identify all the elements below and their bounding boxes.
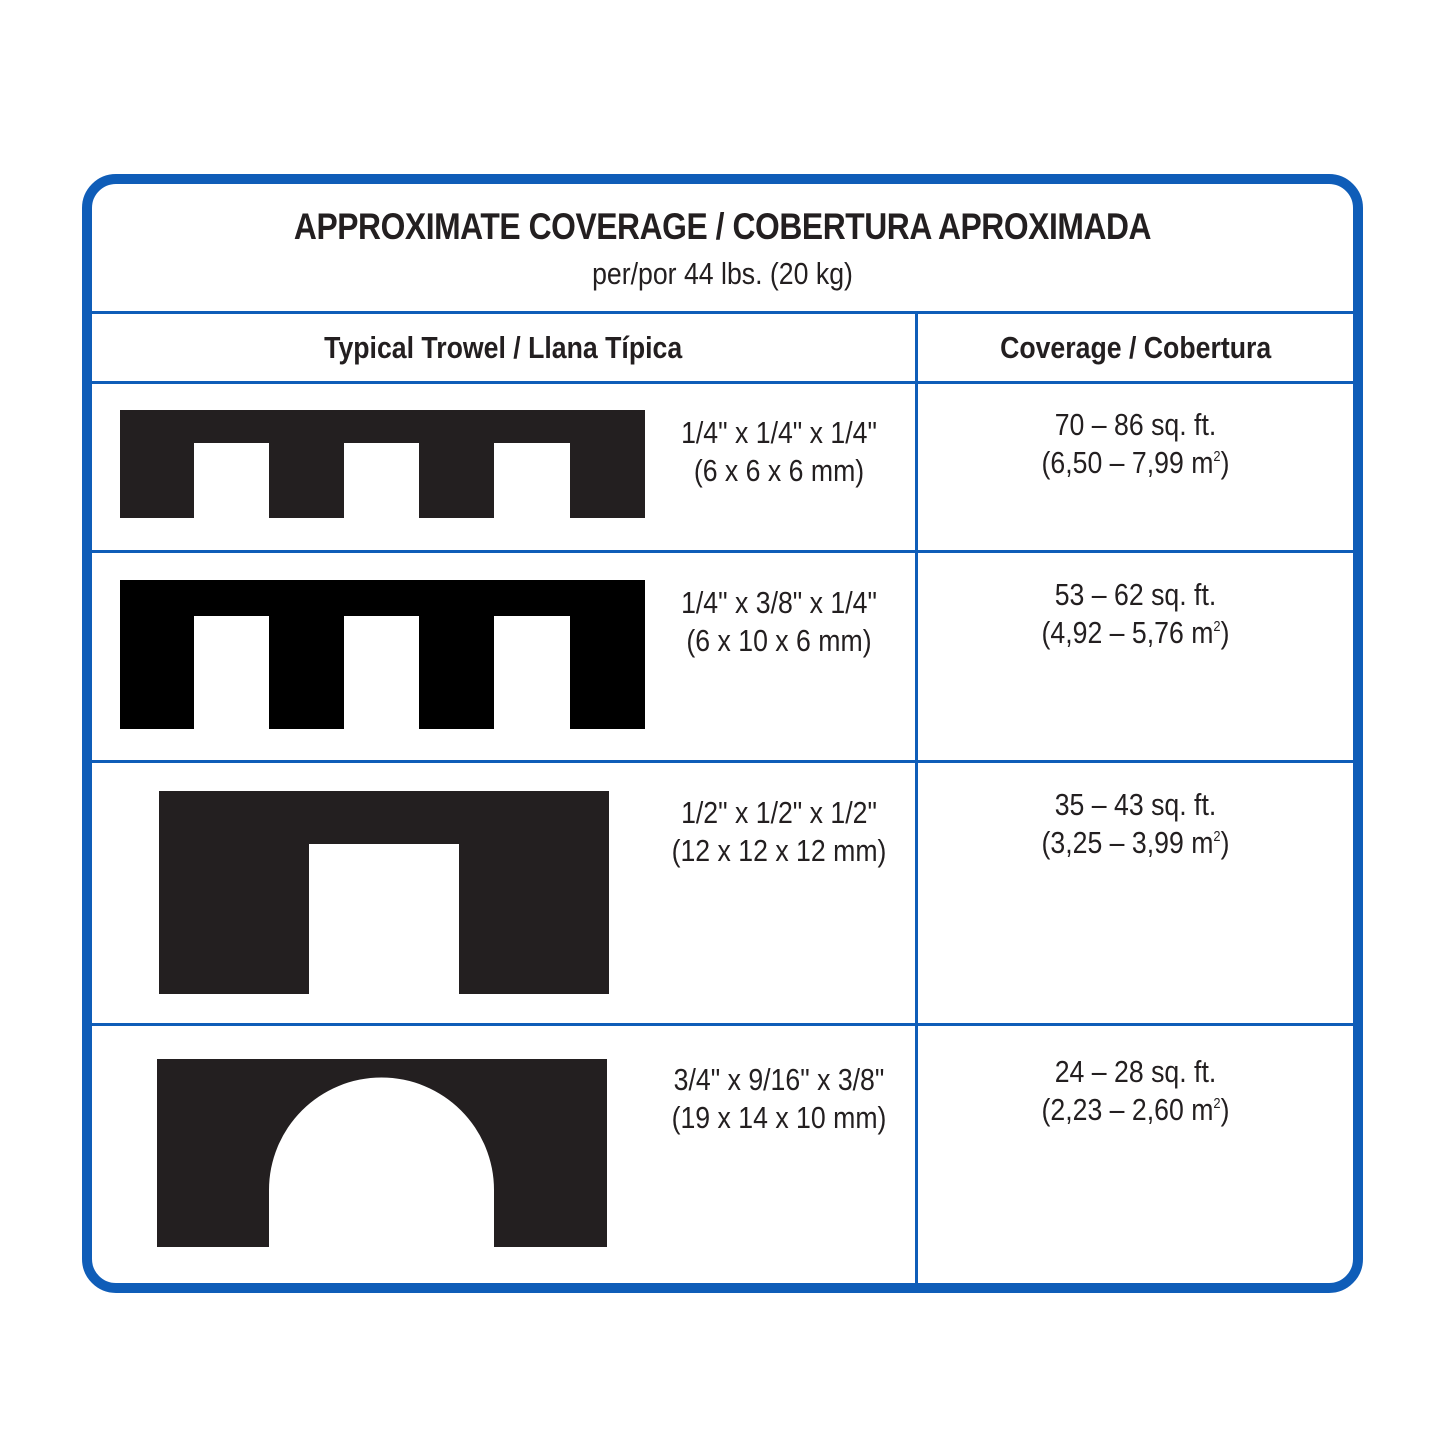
coverage-m2: (6,50 – 7,99 $m^2$) [1041,445,1230,480]
coverage-value [918,1053,1353,1129]
trowel-size-mm: (6 x 6 x 6 mm) [693,453,865,488]
coverage-value [918,406,1353,482]
table-subtitle: per/por 44 lbs. (20 kg) [592,256,853,291]
trowel-size [648,794,910,870]
trowel-size-mm: (12 x 12 x 12 mm) [671,833,887,868]
coverage-m2: (2,23 – 2,60 $m^2$) [1041,1092,1230,1127]
u-notch-trowel-icon [157,1059,607,1247]
table-header [92,184,1353,314]
coverage-value [918,786,1353,862]
coverage-sqft: 53 – 62 sq. ft. [1054,577,1217,612]
square-notch-trowel-icon [120,580,645,729]
column-header-trowel: Typical Trowel / Llana Típica [324,330,683,365]
table-title: APPROXIMATE COVERAGE / COBERTURA APROXIMADA [293,206,1152,247]
coverage-table [82,174,1363,1293]
trowel-size-inches: 1/4" x 3/8" x 1/4" [681,585,877,620]
divider [92,1023,1353,1026]
trowel-size [648,1061,910,1137]
coverage-sqft: 24 – 28 sq. ft. [1054,1054,1217,1089]
column-header-coverage: Coverage / Cobertura [999,330,1272,365]
coverage-m2: (4,92 – 5,76 $m^2$) [1041,615,1230,650]
trowel-size-inches: 3/4" x 9/16" x 3/8" [673,1062,885,1097]
coverage-m2: (3,25 – 3,99 $m^2$) [1041,825,1230,860]
divider [92,550,1353,553]
coverage-sqft: 35 – 43 sq. ft. [1054,787,1217,822]
trowel-size-inches: 1/4" x 1/4" x 1/4" [681,415,877,450]
divider [92,760,1353,763]
trowel-size-mm: (19 x 14 x 10 mm) [671,1100,887,1135]
coverage-sqft: 70 – 86 sq. ft. [1054,407,1217,442]
trowel-size [648,584,910,660]
trowel-size [648,414,910,490]
square-notch-trowel-icon [159,791,609,994]
trowel-size-mm: (6 x 10 x 6 mm) [686,623,872,658]
square-notch-trowel-icon [120,410,645,518]
trowel-size-inches: 1/2" x 1/2" x 1/2" [681,795,877,830]
coverage-value [918,576,1353,652]
